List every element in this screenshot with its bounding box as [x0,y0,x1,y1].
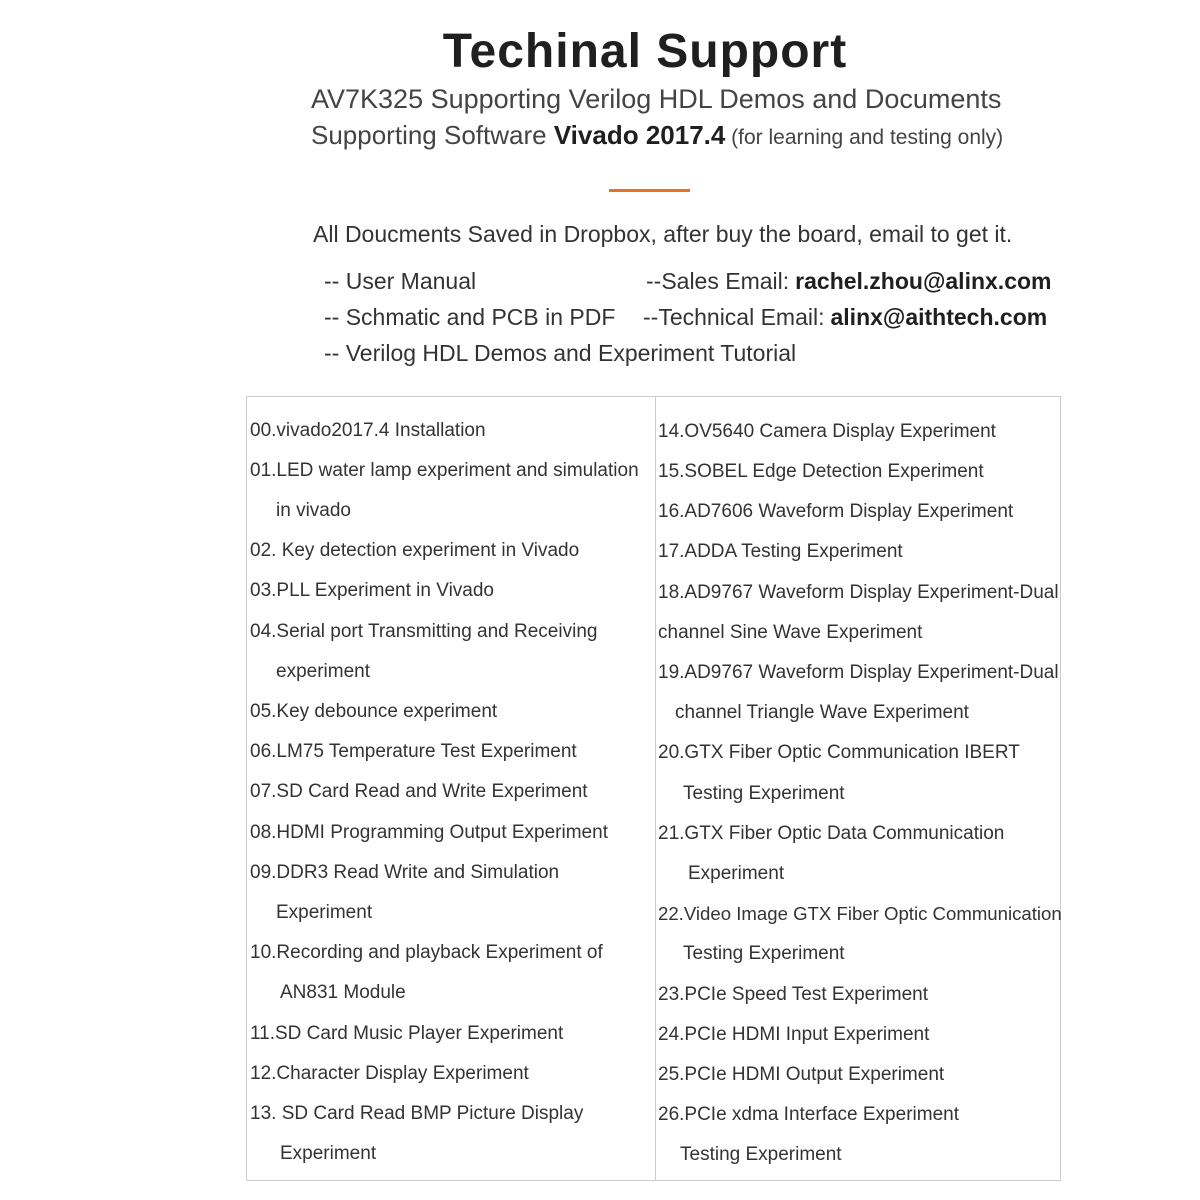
software-name: Vivado 2017.4 [553,120,726,150]
accent-divider [609,189,690,192]
demo-right-line: channel Triangle Wave Experiment [675,702,969,723]
demo-left-line: in vivado [276,500,351,521]
doc-item-schematic: -- Schmatic and PCB in PDF [324,304,616,330]
doc-item-user-manual: -- User Manual [324,268,477,294]
demo-left-line: 13. SD Card Read BMP Picture Display [250,1103,584,1124]
demo-left-line: 06.LM75 Temperature Test Experiment [250,741,577,762]
demo-right-line: 17.ADDA Testing Experiment [658,541,903,562]
sales-email[interactable]: rachel.zhou@alinx.com [795,268,1052,294]
sales-email-label: --Sales Email: [646,268,790,294]
page-title: Techinal Support [442,25,848,78]
software-prefix: Supporting Software [311,120,554,150]
tech-email-label: --Technical Email: [643,304,825,330]
demo-right-line: 18.AD9767 Waveform Display Experiment-Dual [658,582,1059,603]
demo-right-line: 21.GTX Fiber Optic Data Communication [658,823,1005,844]
demo-left-line: 02. Key detection experiment in Vivado [250,540,580,561]
demo-left-line: 08.HDMI Programming Output Experiment [250,822,608,843]
demo-right-line: Testing Experiment [683,943,845,964]
demo-left-line: 07.SD Card Read and Write Experiment [250,781,588,802]
demo-right-line: 23.PCIe Speed Test Experiment [658,984,929,1005]
demo-left-line: AN831 Module [280,982,406,1003]
demo-left-line: 10.Recording and playback Experiment of [250,942,603,963]
doc-item-demos: -- Verilog HDL Demos and Experiment Tutorial [324,340,797,366]
demo-left-line: 09.DDR3 Read Write and Simulation [250,862,560,883]
demo-left-line: 03.PLL Experiment in Vivado [250,580,494,601]
demo-right-line: 20.GTX Fiber Optic Communication IBERT [658,742,1020,763]
demo-right-line: 22.Video Image GTX Fiber Optic Communication [658,903,1062,924]
demo-right-line: 26.PCIe xdma Interface Experiment [658,1104,959,1125]
software-line [311,120,1003,151]
demo-left-line: 05.Key debounce experiment [250,701,498,722]
demo-right-line: Testing Experiment [680,1144,842,1165]
demo-right-line: channel Sine Wave Experiment [658,622,923,643]
tech-contact [643,304,1047,331]
demo-table-divider [655,396,656,1181]
demo-right-line: Testing Experiment [683,783,845,804]
demo-right-line: 16.AD7606 Waveform Display Experiment [658,501,1014,522]
sales-contact [646,268,1051,295]
demo-right-line: Experiment [688,863,785,884]
demo-right-line: 15.SOBEL Edge Detection Experiment [658,461,984,482]
demo-left-line: experiment [276,661,370,682]
tech-email[interactable]: alinx@aithtech.com [830,304,1048,330]
demo-left-line: 00.vivado2017.4 Installation [250,420,486,441]
demo-right-line: 24.PCIe HDMI Input Experiment [658,1024,930,1045]
demo-right-line: 19.AD9767 Waveform Display Experiment-Dual [658,662,1059,683]
demo-left-line: 04.Serial port Transmitting and Receiving [250,621,598,642]
demo-left-line: 01.LED water lamp experiment and simulation [250,460,639,481]
demo-right-line: 25.PCIe HDMI Output Experiment [658,1064,945,1085]
page-subtitle: AV7K325 Supporting Verilog HDL Demos and Documents [311,84,1002,114]
dropbox-notice: All Doucments Saved in Dropbox, after buy the board, email to get it. [313,221,1013,247]
demo-left-line: 12.Character Display Experiment [250,1063,529,1084]
demo-right-line: 14.OV5640 Camera Display Experiment [658,421,996,442]
demo-left-line: 11.SD Card Music Player Experiment [250,1023,564,1044]
demo-left-line: Experiment [276,902,373,923]
demo-left-line: Experiment [280,1143,377,1164]
software-note: (for learning and testing only) [725,126,1004,149]
